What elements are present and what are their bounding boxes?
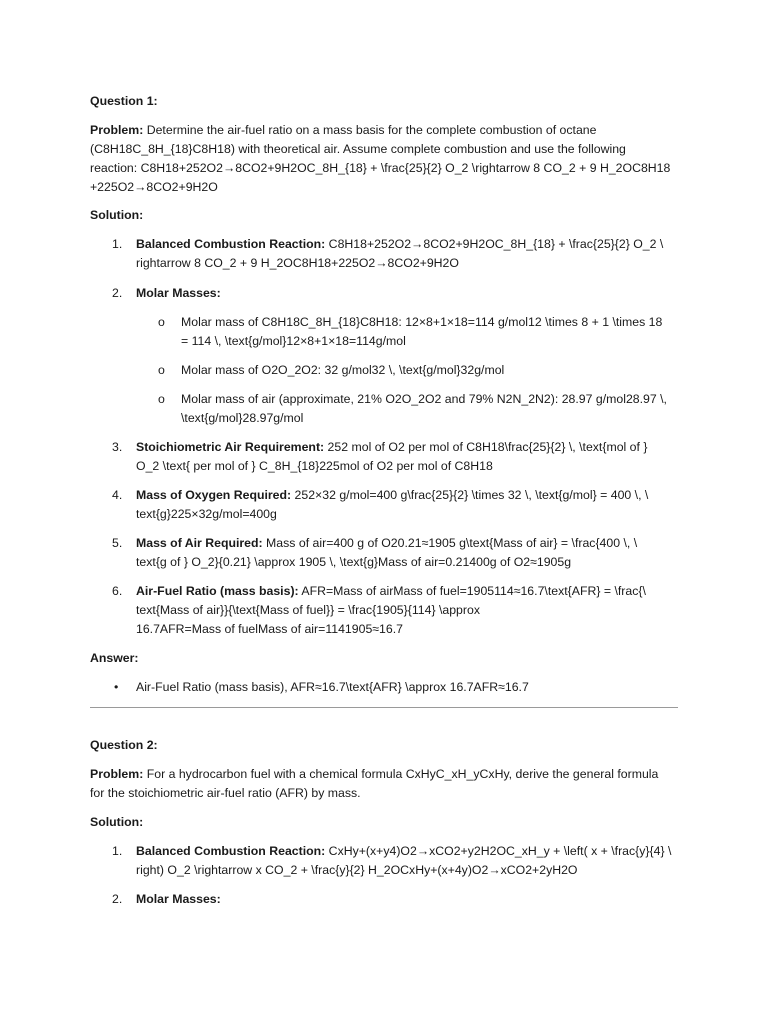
problem-text: (C8H18C_8H_{18}C8H18) with theoretical air. Assume complete combustion and use the following xyxy=(90,142,626,156)
molar-mass-item xyxy=(181,313,678,351)
circle-bullet-icon: o xyxy=(158,392,165,406)
problem-label: Problem: xyxy=(90,123,144,137)
molar-mass-text: Molar mass of C8H18C_8H_{18}C8H18: 12×8+1×18=114 g/mol12 \times 8 + 1 \times 18 xyxy=(181,315,663,329)
step-number: 2. xyxy=(112,286,123,300)
step-label: Balanced Combustion Reaction: xyxy=(136,237,326,251)
solution-label: Solution: xyxy=(90,815,144,829)
step-label: Stoichiometric Air Requirement: xyxy=(136,440,325,454)
problem-text: Determine the air-fuel ratio on a mass basis for the complete combustion of octane xyxy=(143,123,597,137)
step-number: 3. xyxy=(112,440,123,454)
question-1-problem xyxy=(90,121,680,197)
step-label: Molar Masses: xyxy=(136,286,221,300)
molar-mass-text: \text{g/mol}28.97g/mol xyxy=(181,411,304,425)
step-text: 16.7AFR=Mass of fuelMass of air=1141905≈16.7 xyxy=(136,622,403,636)
step-1 xyxy=(136,842,678,880)
question-2-heading: Question 2: xyxy=(90,738,158,752)
step-number: 5. xyxy=(112,536,123,550)
step-text: CxHy+(x+y4)O2→xCO2+y2H2OC_xH_y + \left( x + \frac{y}{4} \ xyxy=(325,844,672,858)
bullet-icon: • xyxy=(114,680,119,694)
step-text: right) O_2 \rightarrow x CO_2 + \frac{y}{2} H_2OCxHy+(x+4y)O2→xCO2+2yH2O xyxy=(136,863,578,877)
step-number: 1. xyxy=(112,237,123,251)
step-text: O_2 \text{ per mol of } C_8H_{18}225mol of O2 per mol of C8H18 xyxy=(136,459,493,473)
molar-mass-item xyxy=(181,361,678,380)
question-2-problem xyxy=(90,765,680,803)
step-text: text{g}225×32g/mol=400g xyxy=(136,507,277,521)
step-6 xyxy=(136,582,678,639)
step-label: Balanced Combustion Reaction: xyxy=(136,844,326,858)
step-text: Mass of air=400 g of O20.21≈1905 g\text{Mass of air} = \frac{400 \, \ xyxy=(262,536,638,550)
circle-bullet-icon: o xyxy=(158,315,165,329)
molar-mass-text: = 114 \, \text{g/mol}12×8+1×18=114g/mol xyxy=(181,334,406,348)
problem-text: reaction: C8H18+252O2→8CO2+9H2OC_8H_{18} + \frac{25}{2} O_2 \rightarrow 8 CO_2 + 9 H_2OC8H18 xyxy=(90,161,671,175)
question-1-heading: Question 1: xyxy=(90,94,158,108)
step-2 xyxy=(136,284,678,303)
step-4 xyxy=(136,486,678,524)
problem-text: +225O2→8CO2+9H2O xyxy=(90,180,218,194)
step-text: 252 mol of O2 per mol of C8H18\frac{25}{2} \, \text{mol of } xyxy=(324,440,648,454)
step-number: 4. xyxy=(112,488,123,502)
step-number: 1. xyxy=(112,844,123,858)
step-2 xyxy=(136,890,678,909)
step-text: rightarrow 8 CO_2 + 9 H_2OC8H18+225O2→8CO2+9H2O xyxy=(136,256,459,270)
section-divider xyxy=(90,707,678,708)
step-5 xyxy=(136,534,678,572)
molar-mass-text: Molar mass of air (approximate, 21% O2O_2O2 and 79% N2N_2N2): 28.97 g/mol28.97 \, xyxy=(181,392,667,406)
step-text: C8H18+252O2→8CO2+9H2OC_8H_{18} + \frac{25}{2} O_2 \ xyxy=(325,237,664,251)
problem-text: for the stoichiometric air-fuel ratio (AFR) by mass. xyxy=(90,786,361,800)
solution-label: Solution: xyxy=(90,208,144,222)
molar-mass-item xyxy=(181,390,678,428)
answer-text: Air-Fuel Ratio (mass basis), AFR≈16.7\text{AFR} \approx 16.7AFR≈16.7 xyxy=(136,680,529,694)
molar-mass-text: Molar mass of O2O_2O2: 32 g/mol32 \, \text{g/mol}32g/mol xyxy=(181,363,505,377)
step-label: Molar Masses: xyxy=(136,892,221,906)
answer-label: Answer: xyxy=(90,651,139,665)
circle-bullet-icon: o xyxy=(158,363,165,377)
step-text: AFR=Mass of airMass of fuel=1905114≈16.7\text{AFR} = \frac{\ xyxy=(298,584,646,598)
step-1 xyxy=(136,235,678,273)
problem-text: For a hydrocarbon fuel with a chemical formula CxHyC_xH_yCxHy, derive the general formula xyxy=(143,767,659,781)
step-text: text{g of } O_2}{0.21} \approx 1905 \, \text{g}Mass of air=0.21400g of O2≈1905g xyxy=(136,555,572,569)
step-text: text{Mass of air}}{\text{Mass of fuel}} = \frac{1905}{114} \approx xyxy=(136,603,480,617)
step-label: Air-Fuel Ratio (mass basis): xyxy=(136,584,299,598)
step-number: 2. xyxy=(112,892,123,906)
step-number: 6. xyxy=(112,584,123,598)
step-text: 252×32 g/mol=400 g\frac{25}{2} \times 32 \, \text{g/mol} = 400 \, \ xyxy=(291,488,649,502)
step-label: Mass of Air Required: xyxy=(136,536,263,550)
step-3 xyxy=(136,438,678,476)
step-label: Mass of Oxygen Required: xyxy=(136,488,292,502)
problem-label: Problem: xyxy=(90,767,144,781)
